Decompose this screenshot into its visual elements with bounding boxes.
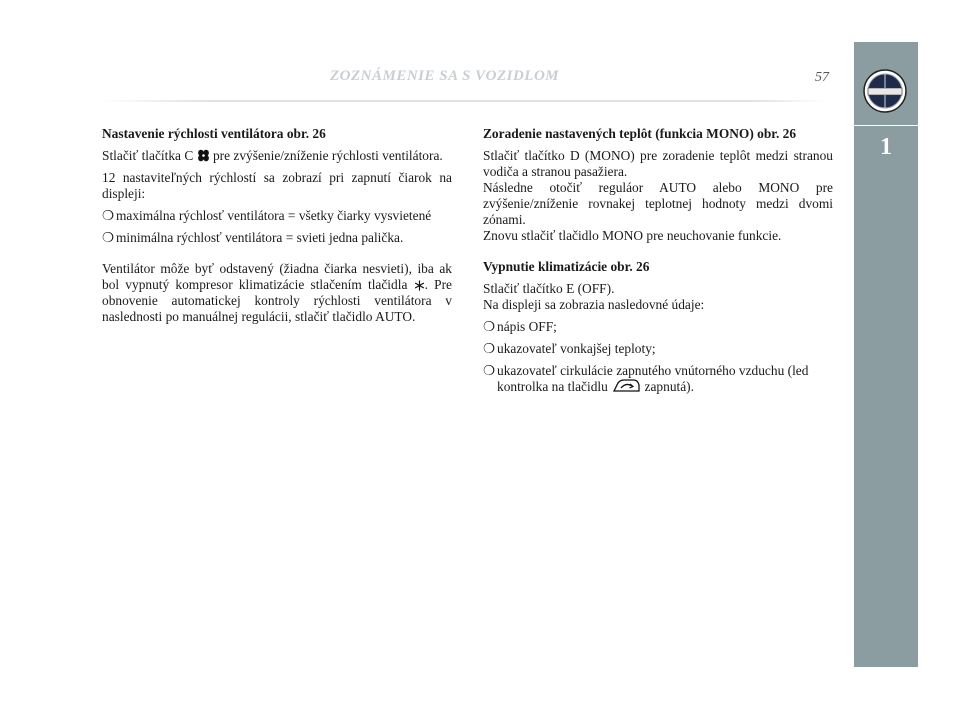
paragraph-text: pre zvýšenie/zníženie rýchlosti ventilátora. (212, 148, 443, 163)
list-item (483, 319, 833, 335)
header-rule (100, 100, 825, 102)
right-column (483, 126, 833, 401)
paragraph-text: Stlačiť tlačítko D (MONO) pre zoradenie teplôt medzi stranou vodiča a stranou pasažiera. (483, 148, 833, 179)
snowflake-icon (414, 280, 425, 291)
bullet-mark: ❍ (483, 341, 496, 356)
paragraph-fan-off (102, 261, 452, 325)
bullet-mark: ❍ (483, 319, 496, 334)
chapter-number: 1 (880, 134, 892, 160)
section-heading-mono: Zoradenie nastavených teplôt (funkcia MONO) obr. 26 (483, 126, 797, 141)
recirculation-icon (611, 379, 641, 393)
bullet-text: ukazovateľ vonkajšej teploty; (497, 341, 656, 356)
bullet-mark: ❍ (483, 363, 496, 378)
section-heading-fan-speed: Nastavenie rýchlosti ventilátora obr. 26 (102, 126, 326, 141)
paragraph-text: Stlačiť tlačítka C (102, 148, 194, 163)
paragraph-text: Ventilátor môže byť odstavený (žiadna čiarka nesvieti), iba ak bol vypnutý kompresor klimatizácie stlačením tlačidla (102, 261, 452, 292)
section-heading-off: Vypnutie klimatizácie obr. 26 (483, 259, 650, 274)
header-title: ZOZNÁMENIE SA S VOZIDLOM (330, 68, 560, 84)
paragraph-text: . Pre obnovenie automatickej kontroly rýchlosti ventilátora v naslednosti po manuálnej regulácii, stlačiť tlačidlo AUTO. (102, 277, 453, 324)
paragraph-text: Na displeji sa zobrazia nasledovné údaje: (483, 297, 705, 312)
lancia-logo (862, 68, 908, 114)
paragraph-text: Následne otočiť reguláor AUTO alebo MONO pre zvýšenie/zníženie rovnakej teplotnej hodnoty medzi dvomi zónami. (483, 180, 833, 227)
list-item (102, 230, 452, 246)
bullet-text: nápis OFF; (497, 319, 557, 334)
paragraph-fan-buttons (102, 148, 452, 164)
paragraph-off (483, 281, 833, 313)
paragraph-text: Znovu stlačiť tlačidlo MONO pre neuchovanie funkcie. (483, 228, 782, 243)
fan-icon (197, 149, 210, 162)
bullet-mark: ❍ (102, 230, 115, 245)
bullet-text: maximálna rýchlosť ventilátora = všetky čiarky vysvietené (116, 208, 432, 223)
list-item (102, 208, 452, 224)
bullet-text: zapnutá). (644, 379, 694, 394)
bullet-text: ukazovateľ cirkulácie zapnutého vnútorného vzduchu (led kontrolka na tlačidlu (497, 363, 809, 394)
page-number: 57 (815, 70, 829, 85)
paragraph-speeds: 12 nastaviteľných rýchlostí sa zobrazí pri zapnutí čiarok na displeji: (102, 170, 452, 201)
paragraph-mono-1 (483, 148, 833, 244)
bullet-mark: ❍ (102, 208, 115, 223)
left-column (102, 126, 452, 331)
paragraph-text: Stlačiť tlačítko E (OFF). (483, 281, 615, 296)
list-item (483, 341, 833, 357)
chapter-rule (854, 125, 918, 126)
list-item (483, 363, 833, 395)
bullet-text: minimálna rýchlosť ventilátora = svieti jedna palička. (116, 230, 404, 245)
